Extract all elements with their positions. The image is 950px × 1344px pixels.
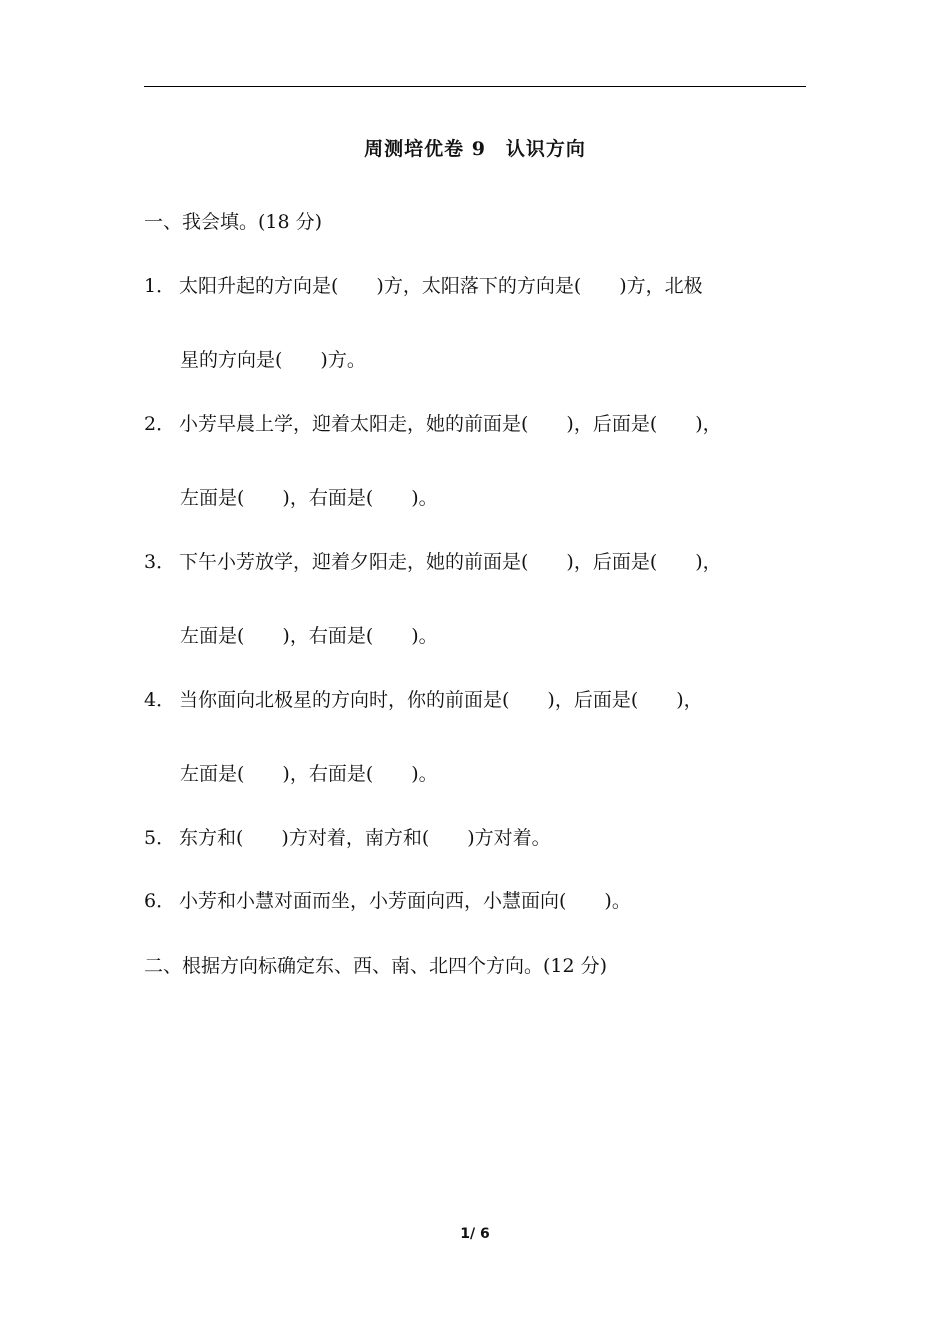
page-number: 1/ 6 xyxy=(460,1226,490,1242)
question-number: 3． xyxy=(144,551,176,573)
question-number: 6． xyxy=(144,890,176,912)
question-3 xyxy=(144,548,722,576)
page-title: 周测培优卷 9 认识方向 xyxy=(364,138,586,160)
question-text: 东方和( )方对着，南方和( )方对着。 xyxy=(179,827,551,849)
question-number: 2． xyxy=(144,413,176,435)
question-text: 太阳升起的方向是( )方，太阳落下的方向是( )方，北极 xyxy=(179,275,703,297)
question-5 xyxy=(144,824,551,852)
question-6 xyxy=(144,887,631,915)
question-3-continuation: 左面是( )，右面是( )。 xyxy=(180,625,438,647)
question-1-continuation: 星的方向是( )方。 xyxy=(180,349,366,371)
question-4-continuation: 左面是( )，右面是( )。 xyxy=(180,763,438,785)
question-2-continuation: 左面是( )，右面是( )。 xyxy=(180,487,438,509)
question-text: 当你面向北极星的方向时，你的前面是( )，后面是( )， xyxy=(179,689,703,711)
question-1 xyxy=(144,272,703,300)
question-text: 下午小芳放学，迎着夕阳走，她的前面是( )，后面是( )， xyxy=(179,551,722,573)
question-text: 小芳和小慧对面而坐，小芳面向西，小慧面向( )。 xyxy=(179,890,631,912)
header-rule xyxy=(144,86,806,87)
question-2 xyxy=(144,410,722,438)
question-4 xyxy=(144,686,703,714)
question-number: 1． xyxy=(144,275,176,297)
section-1-heading: 一、我会填。(18 分) xyxy=(144,211,323,233)
question-text: 小芳早晨上学，迎着太阳走，她的前面是( )，后面是( )， xyxy=(179,413,722,435)
question-number: 5． xyxy=(144,827,176,849)
section-2-heading: 二、根据方向标确定东、西、南、北四个方向。(12 分) xyxy=(144,955,608,977)
question-number: 4． xyxy=(144,689,176,711)
